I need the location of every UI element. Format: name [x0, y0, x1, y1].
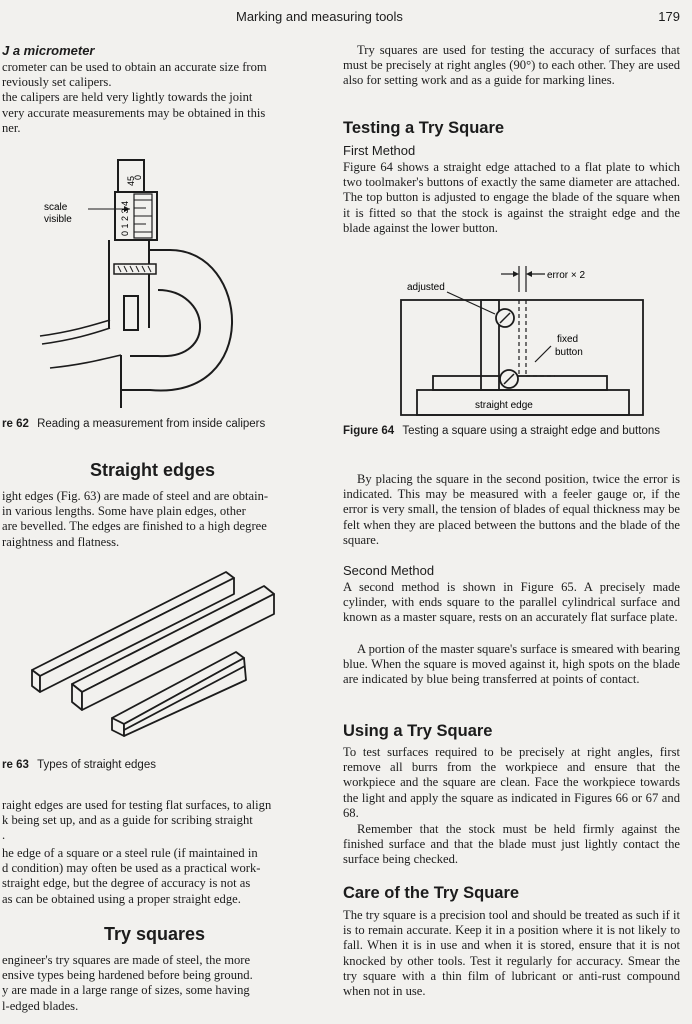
text-line: ner. — [2, 120, 21, 135]
page-number: 179 — [658, 9, 680, 24]
label-adjusted: adjusted — [407, 282, 445, 293]
straight-edges-paragraph — [2, 489, 324, 550]
scale-numbers-top: 45 — [126, 175, 136, 186]
text-line: as can be obtained using a proper straight edge. — [2, 891, 241, 906]
figure-62-caption — [2, 418, 327, 431]
caption-text: Types of straight edges — [37, 759, 156, 771]
text-line: k being set up, and as a guide for scribing straight — [2, 813, 253, 828]
label-button: button — [555, 347, 583, 358]
first-method-heading: First Method — [343, 143, 416, 158]
text-line: in various lengths. Some have plain edges, other — [2, 504, 246, 519]
second-method-paragraph-2: A portion of the master square's surface is smeared with bearing blue. When the square is moved against it, high spots on the blade are indicated by blue being transferred at points of contact. — [343, 642, 680, 687]
using-paragraph-1: To test surfaces required to be precisely at right angles, first remove all burrs from the workpiece and ensure that the workpiece and the square are clean. Face the workpiece towards the light and apply the square as indicated in Figures 66 or 67 and 68. — [343, 745, 680, 820]
figure-64-try-square-test-drawing — [395, 262, 685, 422]
caption-number: re 63 — [2, 759, 29, 771]
first-method-paragraph: Figure 64 shows a straight edge attached to a flat plate to which two toolmaker's buttons of exactly the same diameter are attached. The top button is adjusted to engage the blade of the square when it is fitted so that the stock is against the straight edge and the blade against the lower button. — [343, 160, 680, 235]
text-line: raightness and flatness. — [2, 534, 120, 549]
text-line: ight edges (Fig. 63) are made of steel and are obtain- — [2, 489, 269, 503]
text-line: crometer can be used to obtain an accurate size from — [2, 60, 267, 74]
micrometer-paragraph — [2, 60, 324, 136]
scale-numbers-side: 0 1 2 3 4 — [120, 200, 130, 236]
second-method-heading: Second Method — [343, 563, 435, 578]
text-line: very accurate measurements may be obtained in this — [2, 105, 266, 120]
caption-number: Figure 64 — [343, 425, 395, 437]
text-line: reviously set calipers. — [2, 75, 112, 90]
second-position-paragraph: By placing the square in the second position, twice the error is indicated. This may be measured with a feeler gauge or, if the error is very small, the tension of blades of equal thickness may be felt when they are placed between the buttons and the blade of the square. — [343, 472, 680, 547]
testing-heading: Testing a Try Square — [343, 119, 505, 137]
intro-paragraph: Try squares are used for testing the accuracy of surfaces that must be precisely at right angles (90°) to each other. They are used also for setting work and as a guide for marking lines. — [343, 43, 680, 88]
text-line: l-edged blades. — [2, 998, 79, 1013]
text-line: d condition) may often be used as a practical work- — [2, 861, 261, 876]
micrometer-heading: J a micrometer — [2, 43, 95, 58]
care-paragraph: The try square is a precision tool and should be treated as such if it is to remain accurate. Keep it in a position where it is not likely to fall. When it is in use and when it is stored, ensure that it is not knocked by other tools. Test it regularly for accuracy. Smear the try square with a thin film of lubricant or anti-rust compound when not in use. — [343, 908, 680, 999]
text-line: raight edges are used for testing flat surfaces, to align — [2, 798, 272, 812]
text-line: the calipers are held very lightly towards the joint — [2, 90, 253, 105]
figure-64-caption — [343, 425, 680, 438]
straight-edges-heading: Straight edges — [90, 460, 216, 480]
scale-numbers-top-2: 0 — [133, 174, 143, 180]
using-heading: Using a Try Square — [343, 722, 493, 740]
using-paragraph-2: Remember that the stock must be held firmly against the finished surface and that the blade must just lightly contact the surface being checked. — [343, 822, 680, 867]
text-line: are bevelled. The edges are finished to a high degree — [2, 519, 267, 534]
text-line: y are made in a large range of sizes, some having — [2, 983, 250, 998]
text-line: he edge of a square or a steel rule (if maintained in — [2, 846, 258, 860]
caption-text: Testing a square using a straight edge and buttons — [402, 425, 660, 437]
figure-63-caption — [2, 759, 327, 772]
text-line: . — [2, 828, 6, 843]
try-squares-heading: Try squares — [104, 924, 206, 944]
try-squares-paragraph — [2, 953, 324, 1014]
running-title: Marking and measuring tools — [236, 9, 403, 24]
label-straight-edge: straight edge — [475, 400, 533, 411]
page-header — [0, 9, 692, 27]
figure-63-straight-edges-drawing — [0, 560, 330, 755]
rule-as-straight-edge-paragraph — [2, 846, 324, 907]
second-method-paragraph-1: A second method is shown in Figure 65. A precisely made cylinder, with ends square to the parallel cylindrical surface and known as a master square, rests on an accurately flat surface plate. — [343, 580, 680, 625]
text-line: engineer's try squares are made of steel, the more — [2, 953, 251, 967]
caliper-body — [109, 240, 149, 328]
figure-62-micrometer-drawing — [0, 150, 330, 412]
label-error: error × 2 — [547, 270, 586, 281]
caption-number: re 62 — [2, 418, 29, 430]
label-visible: visible — [44, 214, 72, 225]
flat-plate — [401, 300, 643, 415]
text-line: ensive types being hardened before being ground. — [2, 968, 253, 983]
straight-edges-usage-paragraph — [2, 798, 324, 844]
care-heading: Care of the Try Square — [343, 884, 520, 902]
label-fixed: fixed — [557, 334, 579, 345]
caption-text: Reading a measurement from inside calipers — [37, 418, 266, 430]
text-line: straight edge, but the degree of accuracy is not as — [2, 876, 251, 891]
label-scale: scale — [44, 202, 68, 213]
